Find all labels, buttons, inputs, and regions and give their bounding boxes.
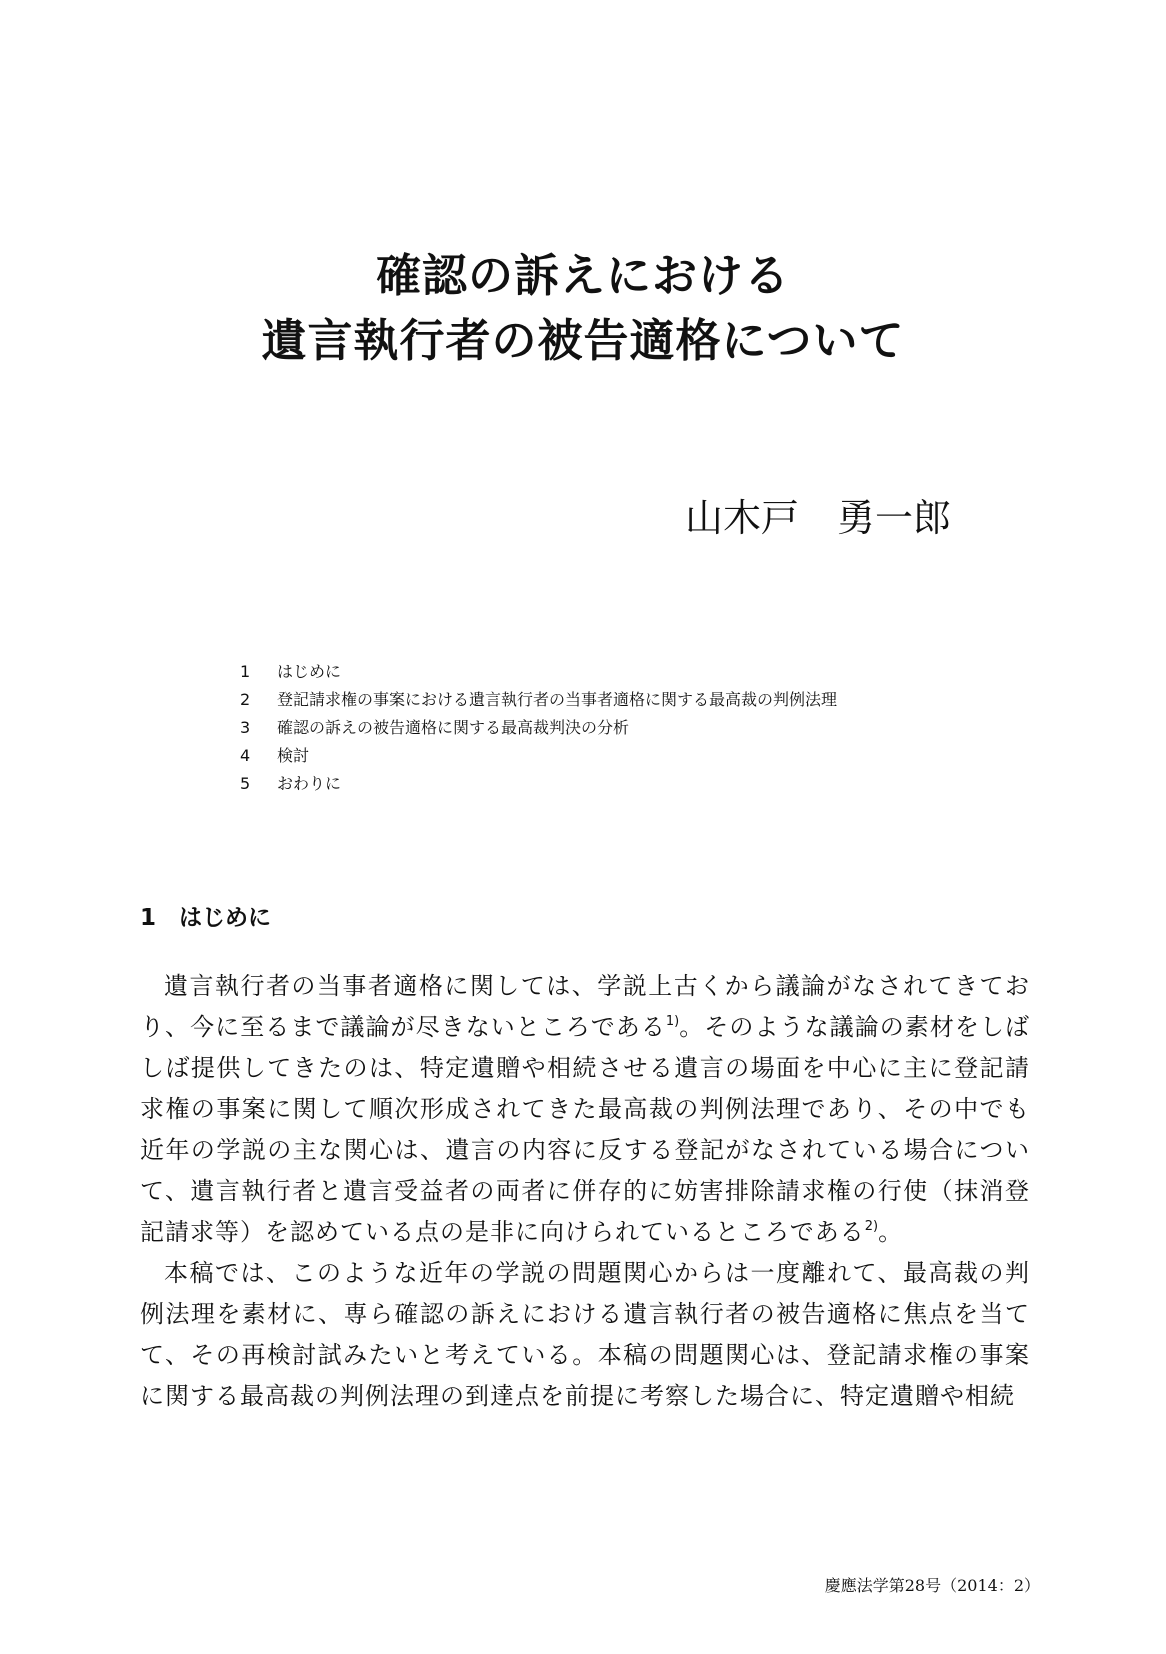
toc-item-label: はじめに: [277, 662, 342, 681]
author-name: 山木戸 勇一郎: [685, 496, 952, 540]
toc-item-number: 5: [240, 774, 251, 793]
paragraph-text: 。: [878, 1218, 904, 1246]
paragraph: [140, 1253, 1030, 1417]
article-title-line-1: 確認の訴えにおける: [375, 249, 790, 302]
toc-item: [240, 714, 1000, 742]
paragraph: [140, 966, 1030, 1253]
toc-item-label: おわりに: [277, 774, 342, 793]
toc-item-number: 2: [240, 690, 251, 709]
article-title-line-2: 遺言執行者の被告適格について: [261, 314, 905, 367]
footnote-ref[interactable]: 2): [864, 1219, 879, 1234]
paragraph-text: 遺言執行者の当事者適格に関しては、学説上古くから議論がなされてきており、今に至るまで議論が尽きないところである: [140, 972, 1030, 1041]
paragraph-text: 本稿では、このような近年の学説の問題関心からは一度離れて、最高裁の判例法理を素材に、専ら確認の訴えにおける遺言執行者の被告適格に焦点を当てて、その再検討試みたいと考えている。本稿の問題関心は、登記請求権の事案に関する最高裁の判例法理の到達点を前提に考察した場合に、特定遺贈や相続: [140, 1259, 1030, 1410]
toc-item: [240, 658, 1000, 686]
toc-item-number: 3: [240, 718, 251, 737]
toc-item-number: 1: [240, 662, 251, 681]
body-text: [140, 966, 1030, 1417]
toc-item: [240, 742, 1000, 770]
toc-item: [240, 770, 1000, 798]
journal-footer: 慶應法学第28号（2014：2）: [824, 1576, 1040, 1595]
toc-item-label: 検討: [277, 746, 310, 765]
section-heading: 1 はじめに: [140, 905, 272, 931]
toc-item-label: 確認の訴えの被告適格に関する最高裁判決の分析: [277, 718, 630, 737]
paragraph-text: 。そのような議論の素材をしばしば提供してきたのは、特定遺贈や相続させる遺言の場面を中心に主に登記請求権の事案に関して順次形成されてきた最高裁の判例法理であり、その中でも近年の学説の主な関心は、遺言の内容に反する登記がなされている場合について、遺言執行者と遺言受益者の両者に併存的に妨害排除請求権の行使（抹消登記請求等）を認めている点の是非に向けられているところである: [140, 1013, 1031, 1246]
table-of-contents: [240, 658, 1000, 798]
footnote-ref[interactable]: 1): [665, 1014, 680, 1029]
toc-item-label: 登記請求権の事案における遺言執行者の当事者適格に関する最高裁の判例法理: [277, 690, 838, 709]
toc-item-number: 4: [240, 746, 251, 765]
toc-item: [240, 686, 1000, 714]
